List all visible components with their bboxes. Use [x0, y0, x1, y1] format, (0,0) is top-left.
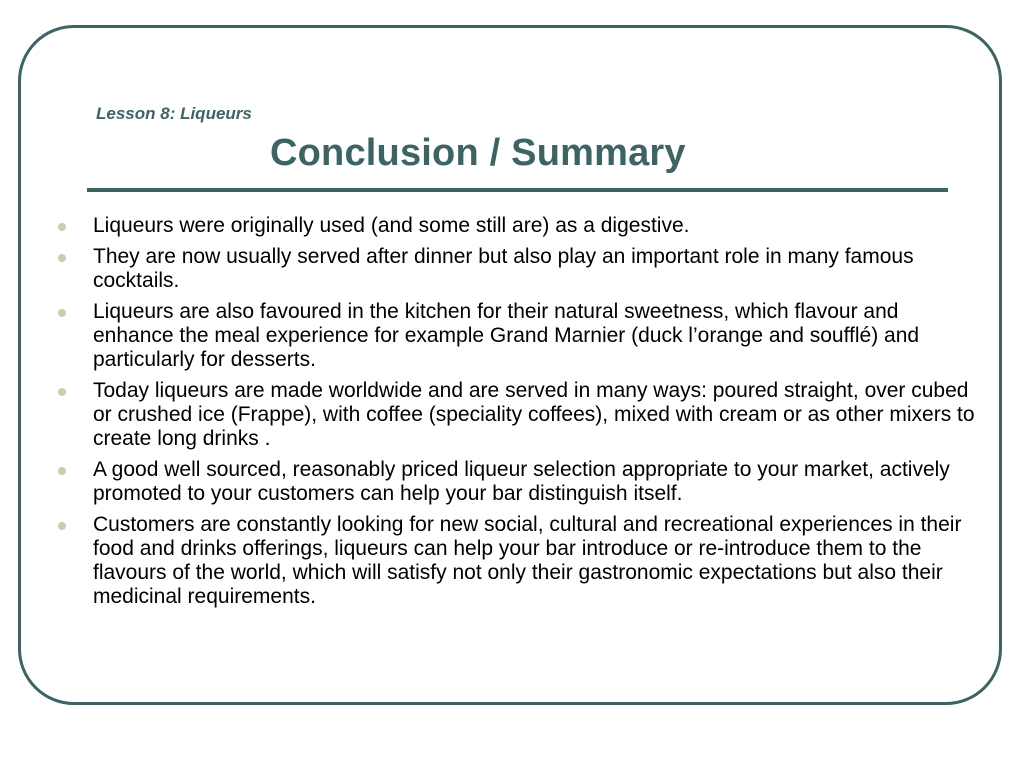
- bullet-dot-icon: [58, 223, 66, 231]
- bullet-dot-icon: [58, 254, 66, 262]
- bullet-text: A good well sourced, reasonably priced liqueur selection appropriate to your market, actively promoted to your customers can help your bar distinguish itself.: [93, 458, 950, 505]
- bullet-item: [55, 214, 980, 238]
- bullet-dot-icon: [58, 522, 66, 530]
- bullet-text: Liqueurs are also favoured in the kitchen for their natural sweetness, which flavour and enhance the meal experience for example Grand Marnier (duck l’orange and soufflé) and particularly for desserts.: [93, 300, 920, 371]
- bullet-item: [55, 245, 980, 293]
- bullet-item: [55, 300, 980, 372]
- bullet-dot-icon: [58, 388, 66, 396]
- bullet-dot-icon: [58, 467, 66, 475]
- bullet-item: [55, 458, 980, 506]
- bullet-text: Liqueurs were originally used (and some still are) as a digestive.: [93, 214, 690, 237]
- lesson-subtitle: Lesson 8: Liqueurs: [96, 104, 252, 123]
- title-divider: [87, 188, 948, 192]
- bullet-item: [55, 379, 980, 451]
- bullet-dot-icon: [58, 309, 66, 317]
- bullet-text: Customers are constantly looking for new social, cultural and recreational experiences in their food and drinks offerings, liqueurs can help your bar introduce or re-introduce them to the flavours of the world, which will satisfy not only their gastronomic expectations but also their medicinal requirements.: [93, 513, 962, 608]
- bullet-list: [55, 214, 980, 616]
- bullet-text: They are now usually served after dinner but also play an important role in many famous cocktails.: [93, 245, 914, 292]
- bullet-text: Today liqueurs are made worldwide and are served in many ways: poured straight, over cubed or crushed ice (Frappe), with coffee (speciality coffees), mixed with cream or as other mixers to create long drinks .: [93, 379, 975, 450]
- slide-title: Conclusion / Summary: [270, 132, 686, 174]
- bullet-item: [55, 513, 980, 609]
